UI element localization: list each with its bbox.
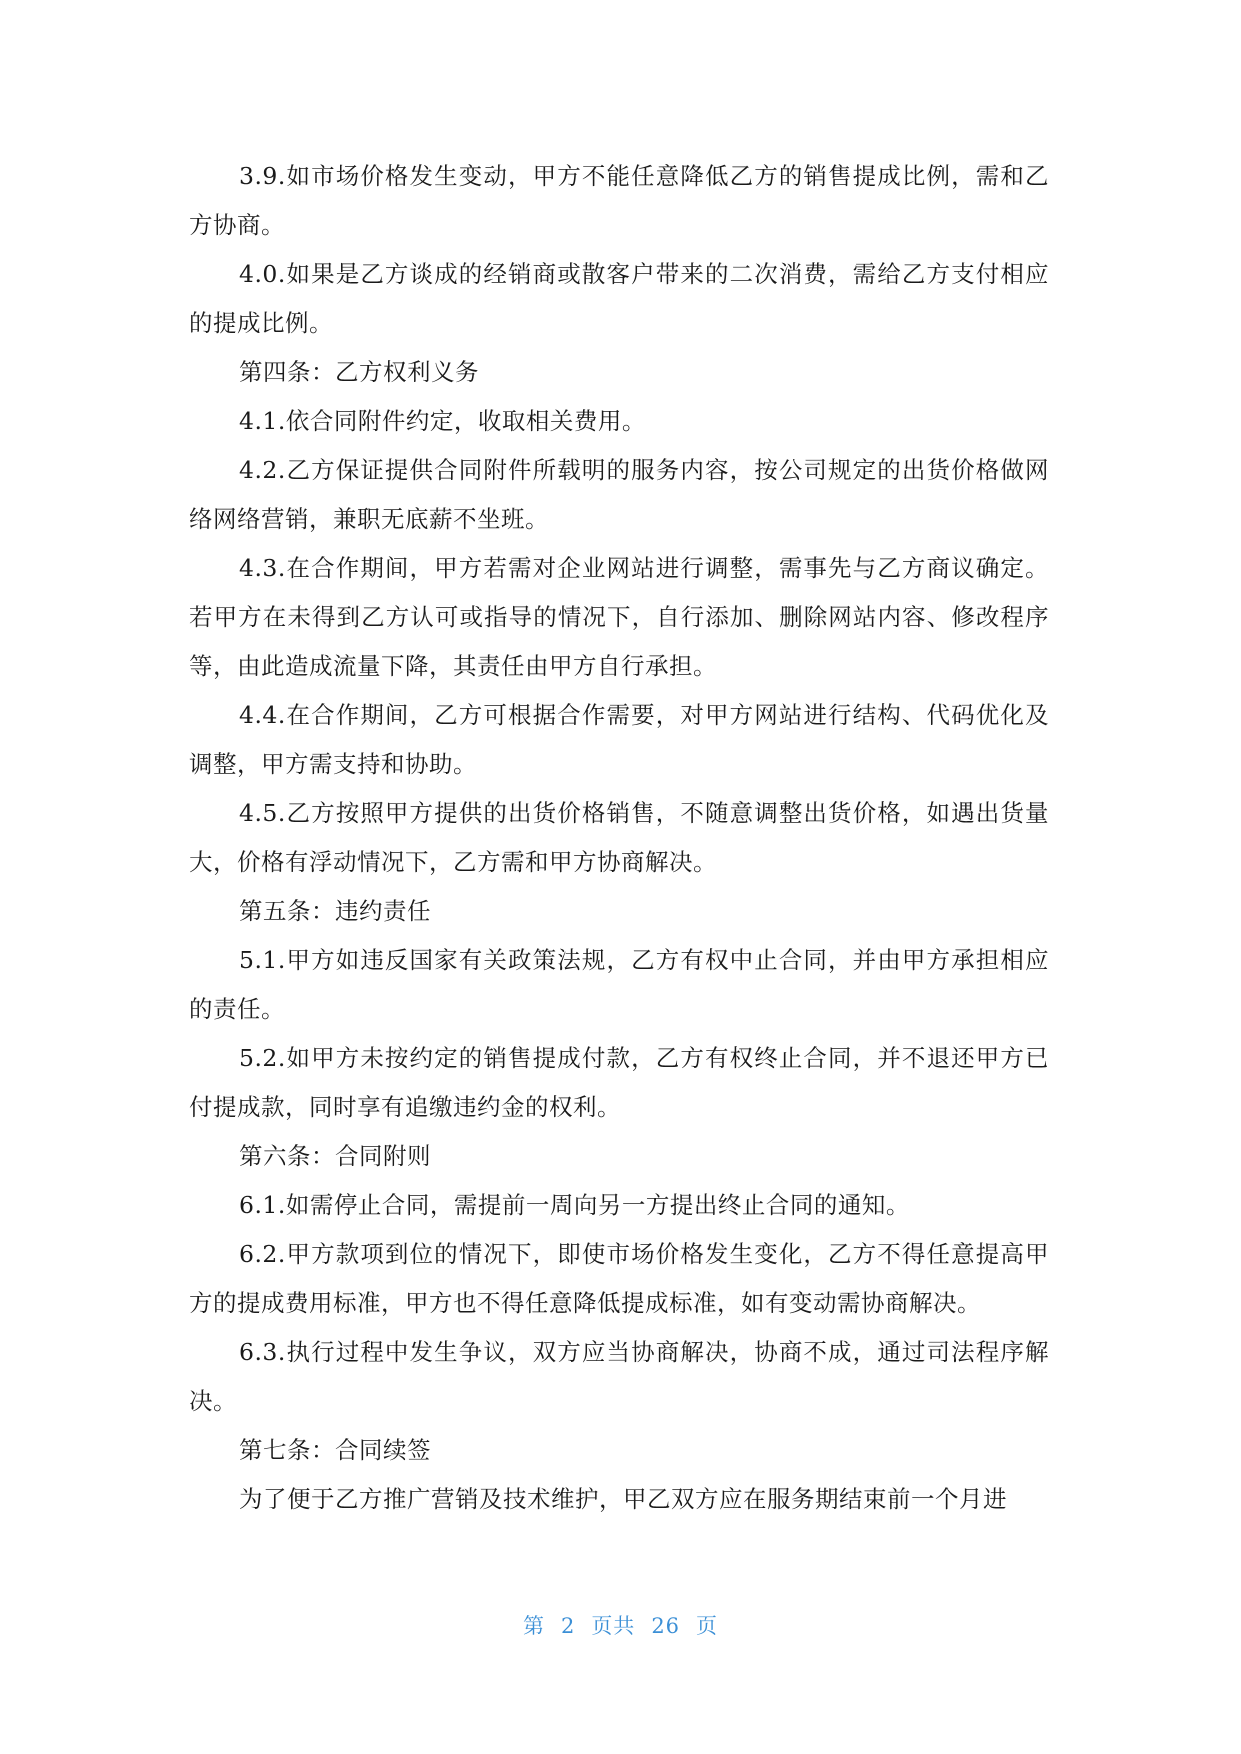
current-page-number: 2 — [560, 1614, 576, 1638]
paragraph: 6.1.如需停止合同，需提前一周向另一方提出终止合同的通知。 — [239, 1191, 910, 1219]
page-label-suffix: 页 — [696, 1614, 719, 1638]
total-pages-number: 26 — [651, 1614, 681, 1638]
paragraph: 5.2.如甲方未按约定的销售提成付款，乙方有权终止合同，并不退还甲方已付提成款，同时享有追缴违约金的权利。 — [189, 1044, 1049, 1121]
paragraph: 3.9.如市场价格发生变动，甲方不能任意降低乙方的销售提成比例，需和乙方协商。 — [189, 162, 1049, 239]
section-heading: 第七条：合同续签 — [239, 1436, 431, 1464]
paragraph: 4.5.乙方按照甲方提供的出货价格销售，不随意调整出货价格，如遇出货量大，价格有浮动情况下，乙方需和甲方协商解决。 — [189, 799, 1049, 876]
page-footer — [0, 1610, 1241, 1640]
paragraph: 5.1.甲方如违反国家有关政策法规，乙方有权中止合同，并由甲方承担相应的责任。 — [189, 946, 1049, 1023]
section-heading: 第四条：乙方权利义务 — [239, 358, 479, 386]
page-label-prefix: 第 — [522, 1614, 545, 1638]
paragraph: 为了便于乙方推广营销及技术维护，甲乙双方应在服务期结束前一个月进 — [239, 1485, 1007, 1513]
paragraph: 6.2.甲方款项到位的情况下，即使市场价格发生变化，乙方不得任意提高甲方的提成费用标准，甲方也不得任意降低提成标准，如有变动需协商解决。 — [189, 1240, 1049, 1317]
paragraph: 4.1.依合同附件约定，收取相关费用。 — [239, 407, 646, 435]
section-heading: 第五条：违约责任 — [239, 897, 431, 925]
section-heading: 第六条：合同附则 — [239, 1142, 431, 1170]
paragraph: 4.4.在合作期间，乙方可根据合作需要，对甲方网站进行结构、代码优化及调整，甲方需支持和协助。 — [189, 701, 1049, 778]
page-label-mid: 页共 — [591, 1614, 636, 1638]
document-body — [189, 152, 1049, 1524]
paragraph: 4.0.如果是乙方谈成的经销商或散客户带来的二次消费，需给乙方支付相应的提成比例。 — [189, 260, 1049, 337]
paragraph: 4.2.乙方保证提供合同附件所载明的服务内容，按公司规定的出货价格做网络网络营销，兼职无底薪不坐班。 — [189, 456, 1049, 533]
paragraph: 4.3.在合作期间，甲方若需对企业网站进行调整，需事先与乙方商议确定。若甲方在未得到乙方认可或指导的情况下，自行添加、删除网站内容、修改程序等，由此造成流量下降，其责任由甲方自行承担。 — [189, 554, 1049, 680]
paragraph: 6.3.执行过程中发生争议，双方应当协商解决，协商不成，通过司法程序解决。 — [189, 1338, 1049, 1415]
